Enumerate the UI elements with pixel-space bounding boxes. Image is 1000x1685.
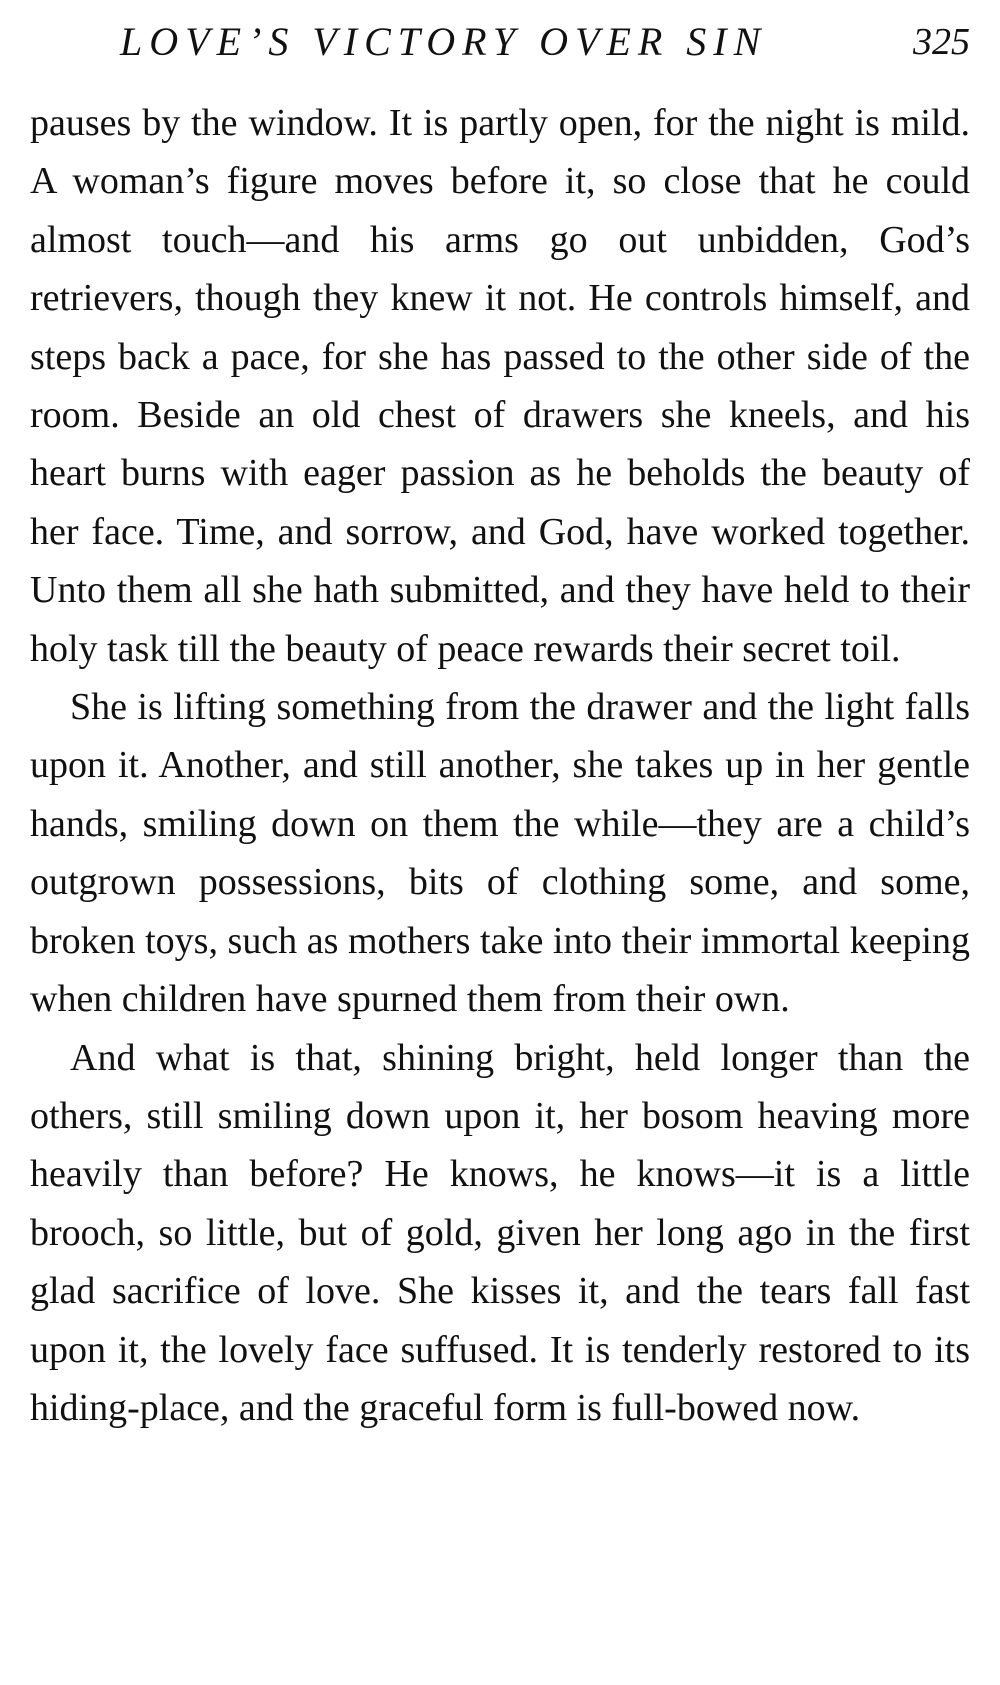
body-text [30, 94, 970, 1437]
paragraph-2: She is lifting something from the drawer and the light falls upon it. Another, and still another, she takes up in her gentle hands, smiling down on them the while—they are a child’s outgrown possessions, bits of clothing some, and some, broken toys, such as mothers take into their immortal keeping when children have spurned them from their own. [30, 686, 970, 1021]
paragraph-3: And what is that, shining bright, held longer than the others, still smiling down upon it, her bosom heaving more heavily than before? He knows, he knows—it is a little brooch, so little, but of gold, given her long ago in the first glad sacrifice of love. She kisses it, and the tears fall fast upon it, the lovely face suffused. It is tenderly restored to its hiding-place, and the graceful form is full-bowed now. [30, 1036, 970, 1429]
page-number: 325 [913, 21, 970, 63]
book-page [30, 0, 970, 1685]
running-title: LOVE’S VICTORY OVER SIN [120, 19, 768, 64]
running-head [30, 14, 970, 80]
paragraph-1: pauses by the window. It is partly open, for the night is mild. A woman’s figure moves before it, so close that he could almost touch—and his arms go out unbidden, God’s retrievers, though they knew it not. He controls himself, and steps back a pace, for she has passed to the other side of the room. Beside an old chest of drawers she kneels, and his heart burns with eager passion as he beholds the beauty of her face. Time, and sorrow, and God, have worked together. Unto them all she hath submitted, and they have held to their holy task till the beauty of peace rewards their secret toil. [30, 102, 970, 670]
